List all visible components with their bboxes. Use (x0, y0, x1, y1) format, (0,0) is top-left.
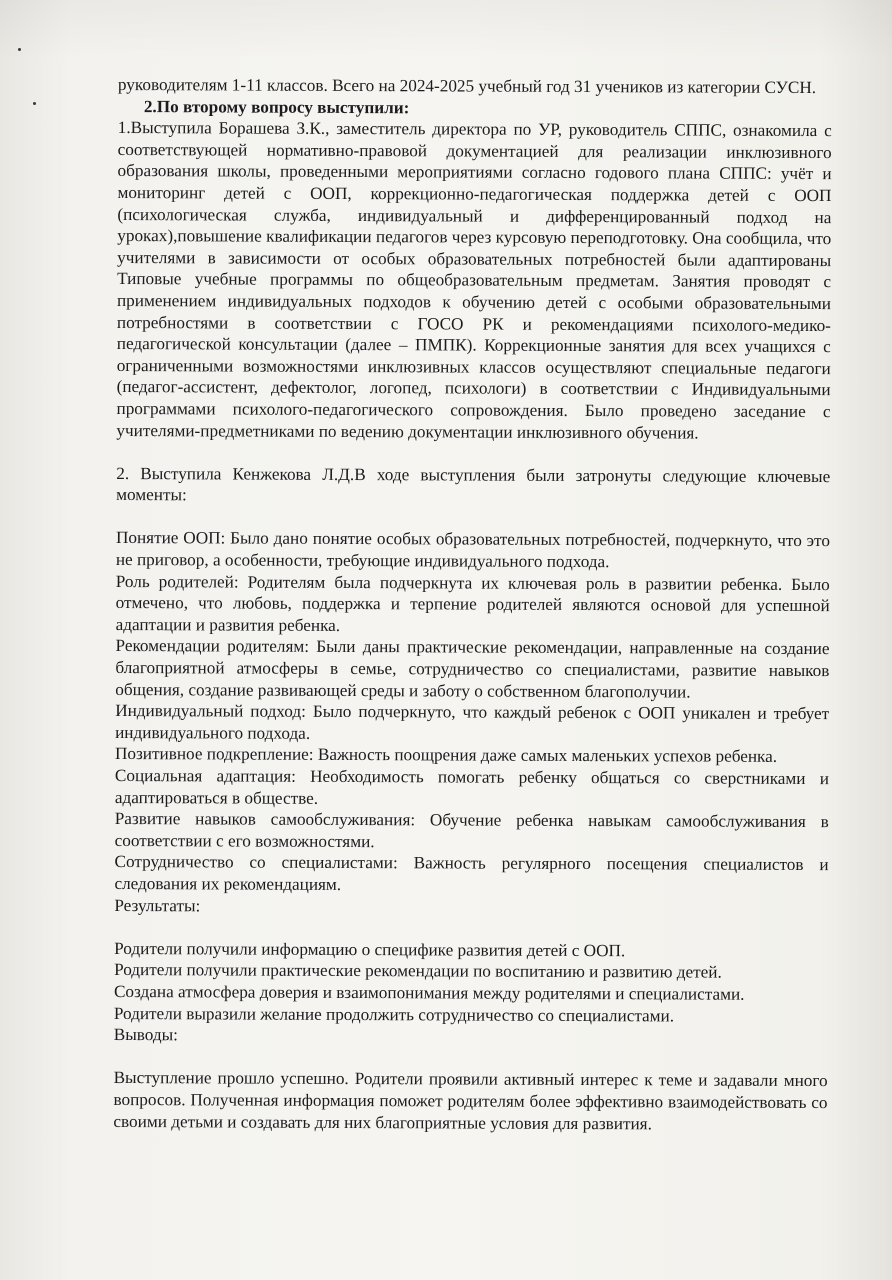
result-item: Родители получили информацию о специфике развития детей с ООП. (114, 938, 626, 960)
section-heading: 2.По второму вопросу выступили: (143, 96, 410, 117)
results-label: Результаты: (114, 895, 201, 915)
key-point: Роль родителей: Родителям была подчеркнута их ключевая роль в развитии ребенка. Было отмечено, что любовь, поддержка и терпение родителей являются основой для успешной адаптации и развития ребенка. (115, 571, 830, 635)
result-item: Родители получили практические рекомендации по воспитанию и развитию детей. (114, 960, 722, 982)
key-point: Позитивное подкрепление: Важность поощрения даже самых маленьких успехов ребенка. (114, 744, 778, 767)
intro-paragraph: руководителям 1-11 классов. Всего на 2024-2025 учебный год 31 учеников из категории СУСН. (117, 74, 817, 98)
speaker-2-paragraph: 2. Выступила Кенжекова Л.Д.В ходе выступления были затронуты следующие ключевые моменты: (116, 463, 831, 505)
key-point: Индивидуальный подход: Было подчеркнуто, что каждый ребенок с ООП уникален и требует индивидуального подхода. (115, 701, 830, 743)
key-point: Понятие ООП: Было дано понятие особых образовательных потребностей, подчеркнуто, что это не приговор, а особенности, требующие индивидуального подхода. (115, 528, 831, 572)
paper-shadow (0, 0, 892, 60)
key-point: Сотрудничество со специалистами: Важность регулярного посещения специалистов и следования их рекомендациям. (114, 852, 829, 894)
key-point: Социальная адаптация: Необходимость помогать ребенку общаться со сверстниками и адаптироваться в обществе. (114, 765, 829, 808)
paper-mark (33, 102, 36, 105)
result-item: Родители выразили желание продолжить сотрудничество со специалистами. (113, 1003, 675, 1025)
key-point: Рекомендации родителям: Были даны практические рекомендации, направленные на создание благоприятной атмосферы в семье, сотрудничество со специалистами, развитие навыков общения, создание развивающей среды и заботу о собственном благополучии. (115, 636, 830, 702)
conclusion-paragraph: Выступление прошло успешно. Родители проявили активный интерес к теме и задавали много вопросов. Полученная информация поможет родителям более эффективно взаимодействовать со своими детьми и создавать для них благоприятные условия для развития. (113, 1068, 828, 1133)
paper-mark (18, 48, 21, 51)
key-point: Развитие навыков самообслуживания: Обучение ребенка навыкам самообслуживания в соответствии с его возможностями. (114, 809, 829, 851)
result-item: Создана атмосфера доверия и взаимопонимания между родителями и специалистами. (113, 981, 745, 1004)
speaker-1-paragraph: 1.Выступила Борашева З.К., заместитель директора по УР, руководитель СППС, ознакомила с соответствующей нормативно-правовой документацией для реализации инклюзивного образования школы, проведенными мероприятиями согласно годового плана СППС: учёт и мониторинг детей с ООП, коррекционно-педагогическая поддержка детей с ООП (психологическая служба, индивидуальный и дифференцированный подход на уроках),повышение квалификации педагогов через курсовую переподготовку. Она сообщила, что учителями в зависимости от особых образовательных потребностей были адаптированы Типовые учебные программы по общеобразовательным предметам. Занятия проводят с применением индивидуальных подходов к обучению детей с особыми образовательными потребностями в соответствии с ГОСО РК и рекомендациями психолого-медико- педагогической консультации (далее – ПМПК). Коррекционные занятия для всех учащихся с ограниченными возможностями инклюзивных классов осуществляют специальные педагоги (педагог-ассистент, дефектолог, логопед, психологи) в соответствии с Индивидуальными программами психолого-педагогического сопровождения. Было проведено заседание с учителями-предметниками по ведению документации инклюзивного обучения. (116, 118, 832, 443)
document-body (113, 74, 832, 1135)
conclusions-label: Выводы: (113, 1025, 179, 1045)
